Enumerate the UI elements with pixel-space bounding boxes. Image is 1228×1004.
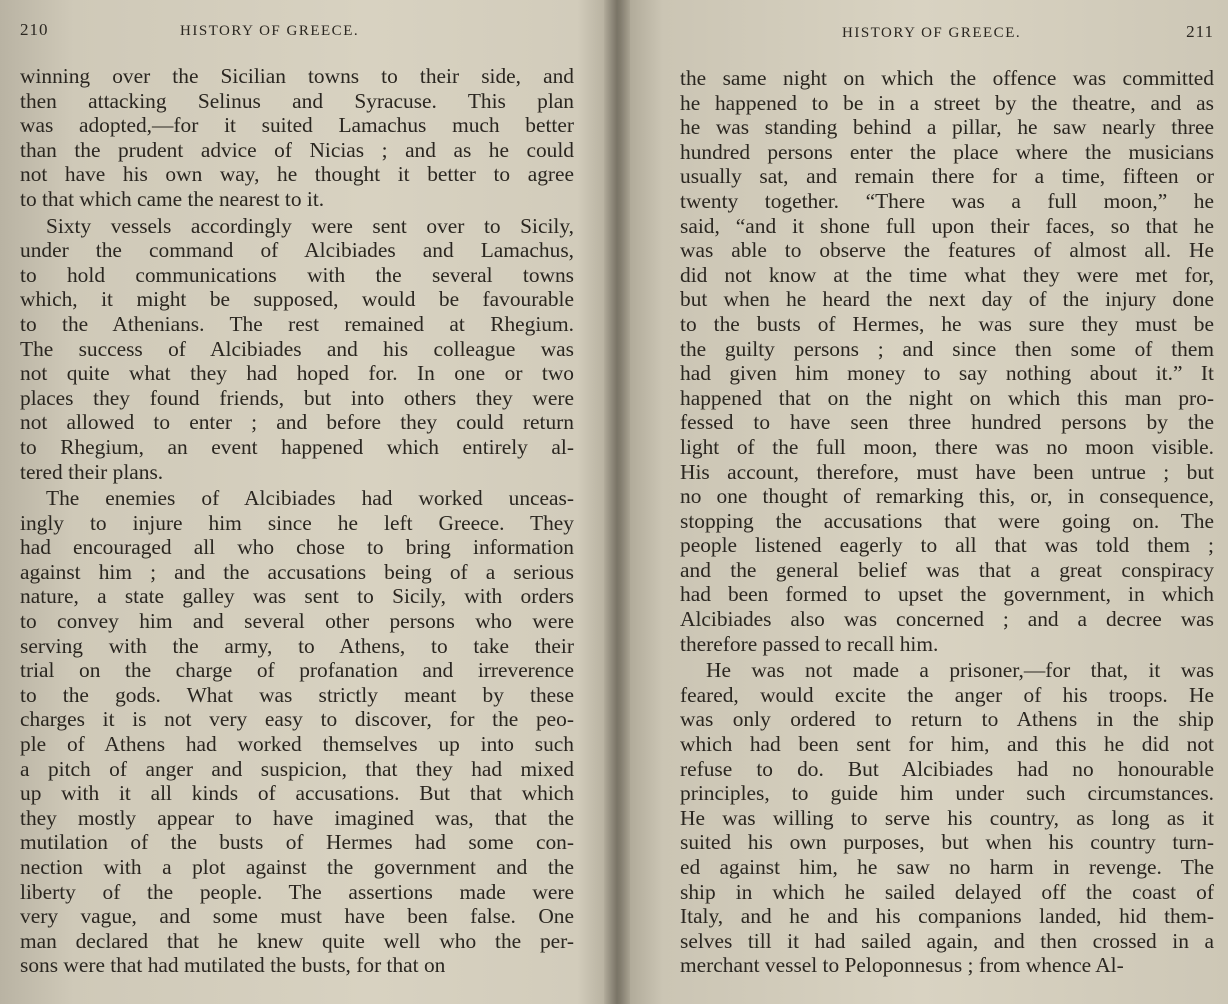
text-line: and the general belief was that a great conspiracy bbox=[680, 557, 1214, 582]
right-page bbox=[622, 0, 1228, 1004]
text-line: fessed to have seen three hundred persons by the bbox=[680, 410, 1214, 435]
text-line: had been formed to upset the government, in which bbox=[680, 582, 1214, 607]
text-line: was adopted,—for it suited Lamachus much better bbox=[20, 113, 574, 138]
text-line: twenty together. “There was a full moon,” he bbox=[680, 188, 1214, 213]
text-line: than the prudent advice of Nicias ; and as he could bbox=[20, 137, 574, 162]
right-running-title: HISTORY OF GREECE. bbox=[842, 25, 1022, 41]
right-page-number: 211 bbox=[1186, 22, 1214, 41]
text-line: light of the full moon, there was no moon visible. bbox=[680, 434, 1214, 459]
text-line: not allowed to enter ; and before they could return bbox=[20, 410, 574, 435]
paragraph bbox=[20, 486, 574, 978]
text-line: he was standing behind a pillar, he saw nearly three bbox=[680, 115, 1214, 140]
text-line: no one thought of remarking this, or, in consequence, bbox=[680, 484, 1214, 509]
text-line: The enemies of Alcibiades had worked unceas- bbox=[46, 486, 574, 511]
text-line: selves till it had sailed again, and then crossed in a bbox=[680, 928, 1214, 953]
text-line: ingly to injure him since he left Greece. They bbox=[20, 510, 574, 535]
text-line: to Rhegium, an event happened which entirely al- bbox=[20, 434, 574, 459]
text-line: happened that on the night on which this man pro- bbox=[680, 385, 1214, 410]
text-line: nection with a plot against the government and the bbox=[20, 855, 574, 879]
text-line: to the gods. What was strictly meant by these bbox=[20, 682, 574, 707]
text-line: man declared that he knew quite well who the per- bbox=[20, 928, 574, 953]
text-line: they mostly appear to have imagined was, that the bbox=[20, 805, 574, 830]
text-line: therefore passed to recall him. bbox=[680, 631, 939, 656]
text-line: not quite what they had hoped for. In one or two bbox=[20, 361, 574, 386]
right-running-head bbox=[680, 22, 1214, 52]
text-line: had given him money to say nothing about it.” It bbox=[680, 361, 1214, 386]
left-page bbox=[0, 0, 610, 1004]
text-line: which, it might be supposed, would be favourable bbox=[20, 287, 574, 312]
text-line: stopping the accusations that were going on. The bbox=[680, 508, 1214, 533]
text-line: Italy, and he and his companions landed, hid them- bbox=[680, 904, 1214, 929]
text-line: up with it all kinds of accusations. But that which bbox=[20, 781, 574, 806]
text-line: serving with the army, to Athens, to take their bbox=[20, 633, 574, 658]
text-line: against him ; and the accusations being of a serious bbox=[20, 559, 574, 584]
text-line: refuse to do. But Alcibiades had no honourable bbox=[680, 756, 1214, 781]
text-line: places they found friends, but into others they were bbox=[20, 385, 574, 410]
text-line: liberty of the people. The assertions made were bbox=[20, 879, 574, 904]
text-line: to convey him and several other persons who were bbox=[20, 609, 574, 634]
text-line: the same night on which the offence was committed bbox=[680, 66, 1214, 90]
text-line: mutilation of the busts of Hermes had some con- bbox=[20, 830, 574, 855]
text-line: usually sat, and remain there for a time, fifteen or bbox=[680, 164, 1214, 189]
text-line: was able to observe the features of almost all. He bbox=[680, 238, 1214, 263]
text-line: had encouraged all who chose to bring information bbox=[20, 535, 574, 560]
text-line: trial on the charge of profanation and irreverence bbox=[20, 658, 574, 683]
text-line: principles, to guide him under such circumstances. bbox=[680, 781, 1214, 806]
text-line: merchant vessel to Peloponnesus ; from whence Al- bbox=[680, 953, 1124, 978]
text-line: The success of Alcibiades and his colleague was bbox=[20, 336, 574, 361]
text-line: Sixty vessels accordingly were sent over to Sicily, bbox=[46, 213, 574, 238]
text-line: ship in which he sailed delayed off the coast of bbox=[680, 879, 1214, 904]
text-line: feared, would excite the anger of his troops. He bbox=[680, 682, 1214, 707]
text-line: under the command of Alcibiades and Lamachus, bbox=[20, 238, 574, 263]
text-line: winning over the Sicilian towns to their side, and bbox=[20, 64, 574, 88]
left-running-title: HISTORY OF GREECE. bbox=[180, 23, 360, 39]
text-line: tered their plans. bbox=[20, 459, 164, 484]
paragraph bbox=[680, 66, 1214, 656]
text-line: people listened eagerly to all that was told them ; bbox=[680, 533, 1214, 558]
text-line: but when he heard the next day of the injury done bbox=[680, 287, 1214, 312]
text-line: to that which came the nearest to it. bbox=[20, 186, 325, 211]
text-line: then attacking Selinus and Syracuse. This plan bbox=[20, 88, 574, 113]
text-line: ed against him, he saw no harm in revenge. The bbox=[680, 855, 1214, 879]
text-line: a pitch of anger and suspicion, that they had mixed bbox=[20, 756, 574, 781]
left-body-text bbox=[20, 64, 574, 978]
right-body-text bbox=[680, 66, 1214, 978]
text-line: charges it is not very easy to discover, for the peo- bbox=[20, 707, 574, 732]
text-line: He was willing to serve his country, as long as it bbox=[680, 805, 1214, 830]
text-line: He was not made a prisoner,—for that, it was bbox=[706, 658, 1214, 683]
text-line: hundred persons enter the place where the musicians bbox=[680, 139, 1214, 164]
text-line: nature, a state galley was sent to Sicily, with orders bbox=[20, 584, 574, 609]
text-line: he happened to be in a street by the theatre, and as bbox=[680, 90, 1214, 115]
text-line: to hold communications with the several towns bbox=[20, 262, 574, 287]
left-page-number: 210 bbox=[20, 20, 49, 39]
text-line: to the busts of Hermes, he was sure they must be bbox=[680, 311, 1214, 336]
text-line: said, “and it shone full upon their faces, so that he bbox=[680, 213, 1214, 238]
text-line: which had been sent for him, and this he did not bbox=[680, 732, 1214, 757]
paragraph bbox=[20, 64, 574, 212]
text-line: suited his own purposes, but when his country turn- bbox=[680, 830, 1214, 855]
text-line: did not know at the time what they were met for, bbox=[680, 262, 1214, 287]
text-line: was only ordered to return to Athens in the ship bbox=[680, 707, 1214, 732]
paragraph bbox=[20, 214, 574, 485]
text-line: ple of Athens had worked themselves up into such bbox=[20, 732, 574, 757]
text-line: sons were that had mutilated the busts, for that on bbox=[20, 953, 446, 978]
text-line: the guilty persons ; and since then some of them bbox=[680, 336, 1214, 361]
left-running-head bbox=[20, 20, 574, 50]
text-line: very vague, and some must have been false. One bbox=[20, 904, 574, 929]
paragraph bbox=[680, 658, 1214, 978]
text-line: not have his own way, he thought it better to agree bbox=[20, 162, 574, 187]
text-line: to the Athenians. The rest remained at Rhegium. bbox=[20, 311, 574, 336]
text-line: His account, therefore, must have been untrue ; but bbox=[680, 459, 1214, 484]
text-line: Alcibiades also was concerned ; and a decree was bbox=[680, 607, 1214, 632]
